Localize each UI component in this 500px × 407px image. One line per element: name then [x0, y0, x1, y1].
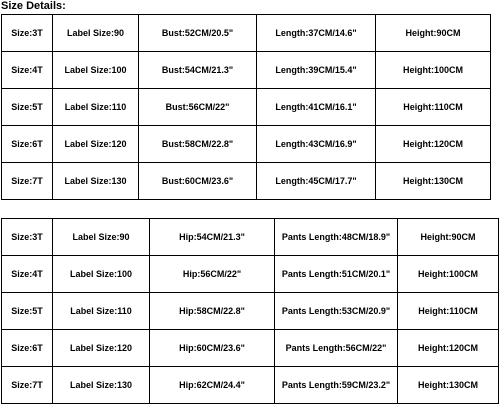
label-size-cell: Label Size:90 [53, 219, 150, 256]
size-cell: Size:6T [2, 126, 53, 163]
table-row [2, 163, 491, 200]
table-row [2, 256, 499, 293]
size-cell: Size:7T [2, 163, 53, 200]
bust-cell: Bust:52CM/20.5" [139, 15, 257, 52]
label-size-cell: Label Size:100 [53, 256, 150, 293]
height-cell: Height:100CM [376, 52, 491, 89]
size-cell: Size:3T [2, 15, 53, 52]
label-size-cell: Label Size:120 [53, 126, 139, 163]
hip-cell: Hip:58CM/22.8" [150, 293, 275, 330]
table-row [2, 52, 491, 89]
size-cell: Size:7T [2, 367, 53, 404]
pants-length-cell: Pants Length:53CM/20.9" [275, 293, 398, 330]
size-cell: Size:4T [2, 52, 53, 89]
top-size-table [1, 14, 491, 200]
height-cell: Height:100CM [398, 256, 499, 293]
length-cell: Length:41CM/16.1" [257, 89, 376, 126]
label-size-cell: Label Size:120 [53, 330, 150, 367]
size-cell: Size:5T [2, 293, 53, 330]
size-cell: Size:5T [2, 89, 53, 126]
table-row [2, 89, 491, 126]
length-cell: Length:45CM/17.7" [257, 163, 376, 200]
table-row [2, 219, 499, 256]
label-size-cell: Label Size:130 [53, 367, 150, 404]
height-cell: Height:130CM [376, 163, 491, 200]
bust-cell: Bust:56CM/22" [139, 89, 257, 126]
pants-length-cell: Pants Length:59CM/23.2" [275, 367, 398, 404]
bust-cell: Bust:60CM/23.6" [139, 163, 257, 200]
height-cell: Height:120CM [376, 126, 491, 163]
hip-cell: Hip:62CM/24.4" [150, 367, 275, 404]
height-cell: Height:130CM [398, 367, 499, 404]
label-size-cell: Label Size:90 [53, 15, 139, 52]
bottom-size-table [1, 218, 499, 404]
length-cell: Length:43CM/16.9" [257, 126, 376, 163]
size-cell: Size:3T [2, 219, 53, 256]
table-row [2, 367, 499, 404]
height-cell: Height:90CM [398, 219, 499, 256]
label-size-cell: Label Size:110 [53, 293, 150, 330]
table-row [2, 293, 499, 330]
length-cell: Length:39CM/15.4" [257, 52, 376, 89]
height-cell: Height:110CM [376, 89, 491, 126]
hip-cell: Hip:56CM/22" [150, 256, 275, 293]
label-size-cell: Label Size:100 [53, 52, 139, 89]
pants-length-cell: Pants Length:56CM/22" [275, 330, 398, 367]
height-cell: Height:90CM [376, 15, 491, 52]
height-cell: Height:110CM [398, 293, 499, 330]
length-cell: Length:37CM/14.6" [257, 15, 376, 52]
pants-length-cell: Pants Length:51CM/20.1" [275, 256, 398, 293]
size-cell: Size:4T [2, 256, 53, 293]
bust-cell: Bust:58CM/22.8" [139, 126, 257, 163]
size-details-heading: Size Details: [1, 0, 66, 12]
label-size-cell: Label Size:130 [53, 163, 139, 200]
bust-cell: Bust:54CM/21.3" [139, 52, 257, 89]
hip-cell: Hip:54CM/21.3" [150, 219, 275, 256]
height-cell: Height:120CM [398, 330, 499, 367]
label-size-cell: Label Size:110 [53, 89, 139, 126]
hip-cell: Hip:60CM/23.6" [150, 330, 275, 367]
table-row [2, 15, 491, 52]
table-row [2, 330, 499, 367]
pants-length-cell: Pants Length:48CM/18.9" [275, 219, 398, 256]
table-row [2, 126, 491, 163]
size-cell: Size:6T [2, 330, 53, 367]
